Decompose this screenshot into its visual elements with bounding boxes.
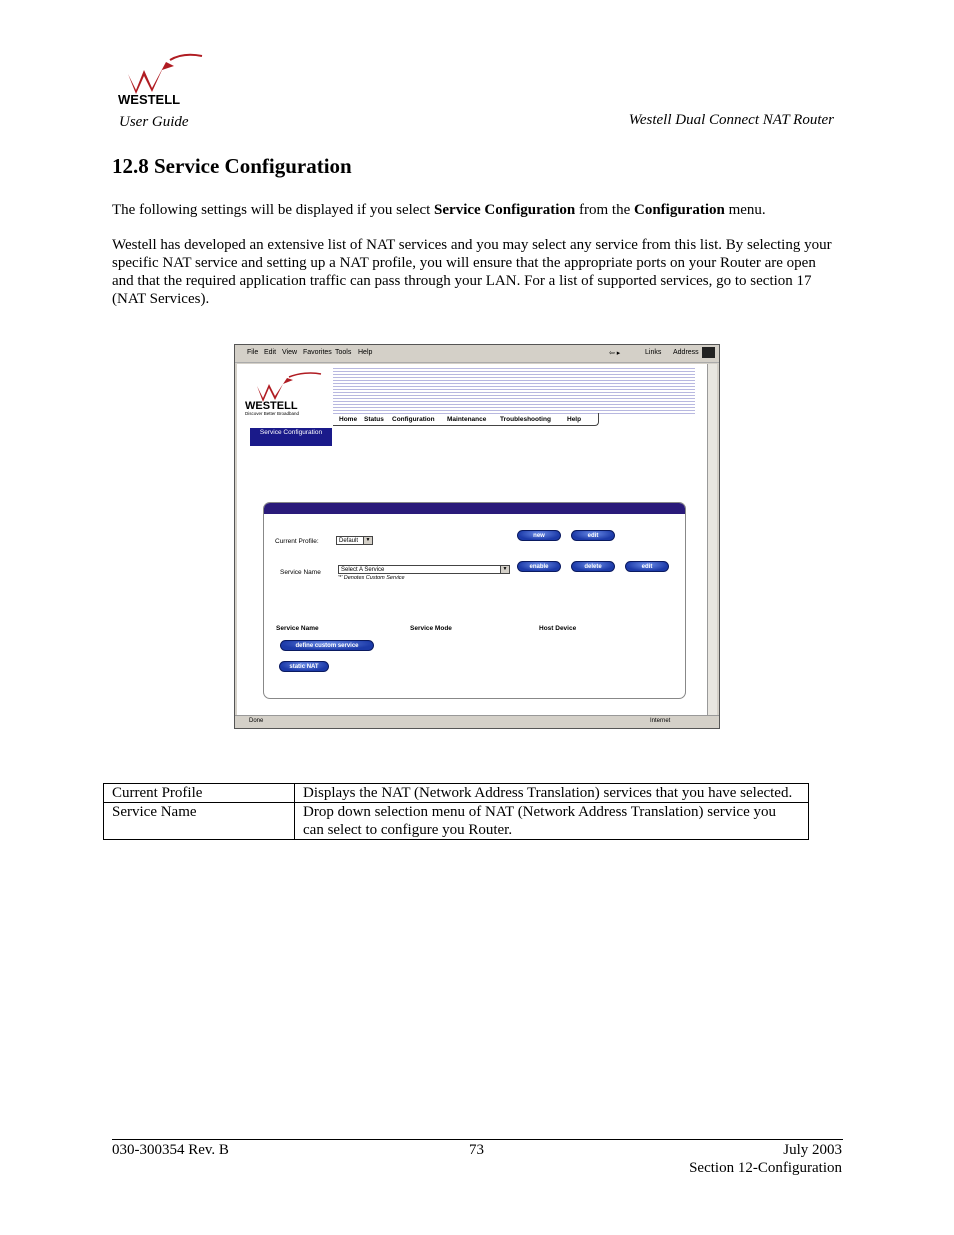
define-custom-service-button[interactable]: define custom service <box>280 640 374 651</box>
address-label[interactable]: Address <box>673 349 699 356</box>
nav-help[interactable]: Help <box>567 416 582 423</box>
nav-maintenance[interactable]: Maintenance <box>447 416 487 423</box>
current-profile-label: Current Profile: <box>275 538 319 545</box>
table-desc: Drop down selection menu of NAT (Network Address Translation) service you can select to configure you Router. <box>295 803 809 840</box>
vertical-scrollbar[interactable] <box>707 364 717 716</box>
nav-home[interactable]: Home <box>339 416 358 423</box>
service-name-label: Service Name <box>280 569 321 576</box>
footer-rule <box>112 1139 843 1140</box>
chevron-down-icon: ▼ <box>363 537 372 544</box>
col-service-name: Service Name <box>276 625 319 632</box>
intro-paragraph: The following settings will be displayed if you select Service Configuration from the Configuration menu. <box>112 202 766 218</box>
document-number: 030-300354 Rev. B <box>112 1142 229 1158</box>
status-zone: Internet <box>650 718 671 724</box>
service-panel <box>263 502 686 699</box>
service-configuration-tab[interactable]: Service Configuration <box>250 428 332 446</box>
settings-table <box>103 783 809 840</box>
westell-logo <box>114 52 204 107</box>
page-number: 73 <box>469 1142 484 1158</box>
browser-screenshot <box>234 344 720 729</box>
menu-help[interactable]: Help <box>358 349 373 356</box>
menu-view[interactable]: View <box>282 349 298 356</box>
chevron-down-icon: ▼ <box>500 566 509 573</box>
menu-favorites[interactable]: Favorites <box>303 349 332 356</box>
header-stripes <box>333 368 695 414</box>
custom-service-note: '*' Denotes Custom Service <box>338 575 405 581</box>
static-nat-button[interactable]: static NAT <box>279 661 329 672</box>
guide-label: User Guide <box>119 114 189 130</box>
delete-button[interactable]: delete <box>571 561 615 572</box>
table-row <box>104 803 809 840</box>
browser-statusbar <box>235 715 719 728</box>
router-logo <box>243 372 333 416</box>
footer-date: July 2003 <box>783 1142 842 1158</box>
logo-text: WESTELL <box>118 92 181 107</box>
links-button[interactable]: Links <box>645 349 662 356</box>
col-service-mode: Service Mode <box>410 625 452 632</box>
description-paragraph: Westell has developed an extensive list of NAT services and you may select any service from this list. By selecting your specific NAT service and setting up a NAT profile, you will ensure that the appropriate ports on your Router are open and that the required application traffic can pass through your LAN. For a list of supported services, go to section 17 (NAT Services). <box>112 237 832 307</box>
menu-file[interactable]: File <box>247 349 259 356</box>
nav-status[interactable]: Status <box>364 416 384 423</box>
nav-configuration[interactable]: Configuration <box>392 416 435 423</box>
edit-profile-button[interactable]: edit <box>571 530 615 541</box>
windows-logo-icon <box>702 347 715 358</box>
product-name: Westell Dual Connect NAT Router <box>628 112 834 128</box>
page-viewport <box>237 364 707 716</box>
chevron-icon[interactable]: ⇦ ▸ <box>609 350 621 357</box>
footer-section: Section 12-Configuration <box>689 1160 842 1176</box>
menu-edit[interactable]: Edit <box>264 349 277 356</box>
col-host-device: Host Device <box>539 625 577 632</box>
edit-service-button[interactable]: edit <box>625 561 669 572</box>
service-select[interactable]: Select A Service ▼ <box>338 565 510 574</box>
profile-select[interactable]: Default ▼ <box>336 536 373 545</box>
table-term: Current Profile <box>104 784 295 803</box>
page-title: 12.8 Service Configuration <box>112 154 352 178</box>
table-row <box>104 784 809 803</box>
nav-troubleshooting[interactable]: Troubleshooting <box>500 416 551 423</box>
table-term: Service Name <box>104 803 295 840</box>
new-button[interactable]: new <box>517 530 561 541</box>
svg-text:WESTELL: WESTELL <box>245 400 298 412</box>
panel-header <box>264 503 685 514</box>
status-done: Done <box>249 718 264 724</box>
svg-text:Discover Better Broadband: Discover Better Broadband <box>245 411 300 416</box>
enable-button[interactable]: enable <box>517 561 561 572</box>
menu-tools[interactable]: Tools <box>335 349 352 356</box>
table-desc: Displays the NAT (Network Address Translation) services that you have selected. <box>295 784 809 803</box>
browser-menubar <box>235 345 719 363</box>
